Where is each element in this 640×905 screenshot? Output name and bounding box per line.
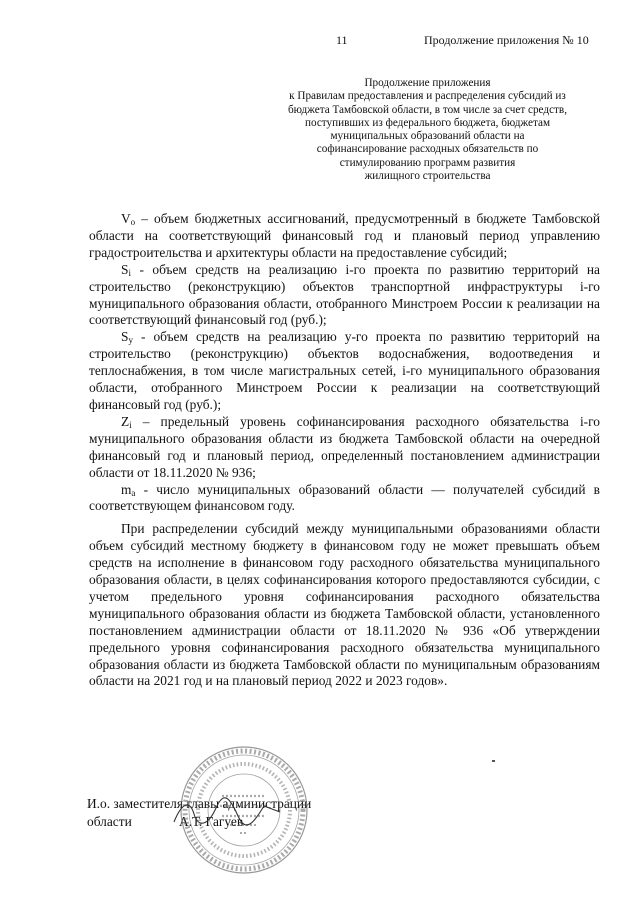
appendix-line: бюджета Тамбовской области, в том числе за счет средств, (287, 103, 568, 116)
definition-text: - объем средств на реализацию i-го проекта по развитию территорий на строительство (реконструкцию) объектов транспортной инфраструктуры i-го муниципального образования области, отобранного Минстроем России к реализации на соответствующий финансовый год (руб.); (89, 261, 600, 328)
subscript: o (130, 217, 136, 227)
handwritten-signature (168, 792, 288, 832)
definition-vo (89, 211, 600, 262)
definition-text: – объем бюджетных ассигнований, предусмотренный в бюджете Тамбовской области на соответствующий финансовый год и плановый период управлению градостроительства и архитектуры области на предоставление субсидий; (89, 211, 600, 260)
appendix-line: Продолжение приложения (364, 77, 491, 89)
appendix-line: муниципальных образований области на (330, 130, 525, 143)
symbol: Z (121, 413, 130, 429)
subscript: i (128, 267, 131, 278)
signatory-position: И.о. заместителя главы администрации (87, 796, 312, 811)
definition-text: – предельный уровень софинансирования расходного обязательства i-го муниципального образования области из бюджета Тамбовской области на очередной финансовый год и плановый период, определенный постановлением администрации области от 18.11.2020 № 936; (89, 413, 600, 480)
subscript: y (128, 335, 133, 346)
symbol: S (121, 261, 129, 277)
symbol: m (121, 481, 132, 497)
subscript: i (129, 419, 132, 430)
signatory-name: А.Т. Гагуев (179, 814, 244, 829)
continuation-header: Продолжение приложения № 10 (424, 33, 589, 47)
definition-ma (89, 482, 600, 516)
symbol: S (121, 329, 129, 345)
appendix-line: жилищного строительства (364, 170, 491, 183)
distribution-paragraph: При распределении субсидий между муниципальными образованиями области объем субсидий местному бюджету в финансовом году не может превышать объем средств на исполнение в финансовом году расходного обязательства муниципального образования области, в целях софинансирования которого предоставляются субсидии, с учетом предельного уровня софинансирования расходного обязательства муниципального образования области из бюджета Тамбовской области, установленного постановлением администрации области от 18.11.2020 № 936 «Об утверждении предельного уровня софинансирования расходного обязательства муниципального образования области из бюджета Тамбовской области по муниципальным образованиям области на 2021 год и на плановый период 2022 и 2023 годов». (89, 521, 600, 689)
definition-text: - объем средств на реализацию у-го проекта по развитию территорий на строительство (реконструкцию) объектов водоснабжения, водоотведения и теплоснабжения, в том числе магистральных сетей, i-го муниципального образования области, отобранного Минстроем России к реализации на соответствующий финансовый год (руб.); (89, 329, 600, 412)
subscript: a (131, 487, 136, 498)
symbol: V (121, 211, 131, 226)
definition-sy (89, 329, 600, 414)
appendix-reference-block (255, 77, 600, 183)
signatory-position-cont: области (87, 814, 132, 829)
stray-mark (492, 760, 495, 762)
appendix-line: софинансирование расходных обязательств по (316, 143, 539, 156)
definition-si (89, 262, 600, 330)
document-body (89, 211, 600, 690)
appendix-line: стимулированию программ развития (339, 156, 516, 169)
page-number: 11 (336, 33, 348, 47)
definition-zi (89, 414, 600, 482)
appendix-line: поступивших из федерального бюджета, бюджетам (304, 116, 551, 129)
definition-text: - число муниципальных образований области — получателей субсидий в соответствующем финансовом году. (89, 481, 600, 514)
appendix-line: к Правилам предоставления и распределения субсидий из (289, 90, 566, 103)
